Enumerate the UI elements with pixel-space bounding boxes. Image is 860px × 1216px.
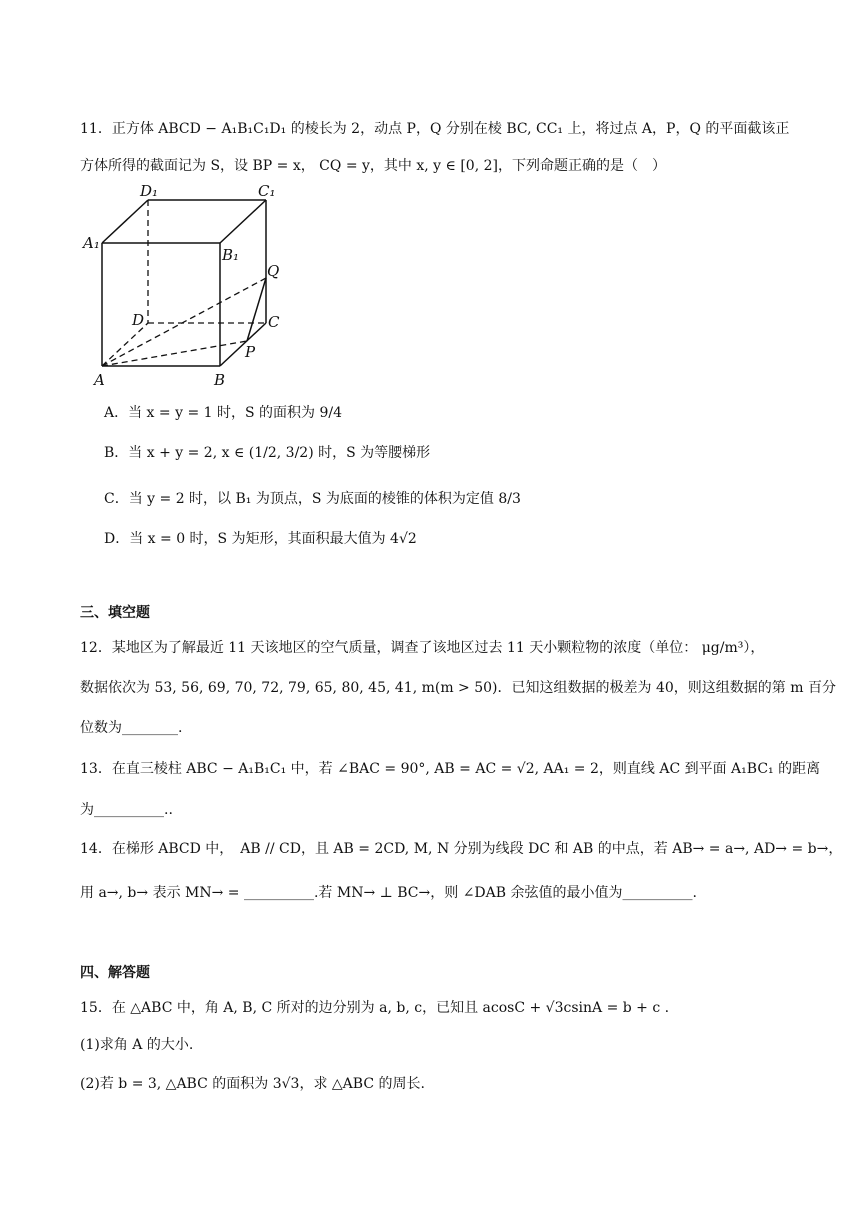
q15-part2: (2)若 b = 3, △ABC 的面积为 3√3，求 △ABC 的周长.: [80, 1076, 425, 1092]
q13-line1: 13．在直三棱柱 ABC − A₁B₁C₁ 中，若 ∠BAC = 90°, AB = AC = √2, AA₁ = 2，则直线 AC 到平面 A₁BC₁ 的距离: [80, 761, 821, 777]
label-C1: C₁: [258, 182, 276, 200]
section-heading-fill-in: 三、填空题: [80, 605, 150, 621]
label-B1: B₁: [222, 246, 240, 264]
label-P: P: [245, 343, 256, 361]
q11-option-b: B．当 x + y = 2, x ∈ (1/2, 3/2) 时，S 为等腰梯形: [104, 445, 431, 461]
label-D1: D₁: [140, 182, 159, 200]
q11-stem-line2: 方体所得的截面记为 S，设 BP = x， CQ = y，其中 x, y ∈ [0, 2]，下列命题正确的是（ ）: [80, 158, 666, 174]
q15-part1: (1)求角 A 的大小.: [80, 1037, 194, 1053]
q15-line1: 15．在 △ABC 中，角 A, B, C 所对的边分别为 a, b, c，已知且 acosC + √3csinA = b + c .: [80, 1000, 670, 1016]
q13-line2: 为__________..: [80, 802, 173, 818]
q14-line2: 用 a→, b→ 表示 MN→ = __________.若 MN→ ⊥ BC→，则 ∠DAB 余弦值的最小值为__________.: [80, 885, 697, 901]
label-A1: A₁: [83, 234, 100, 252]
q12-line2: 数据依次为 53, 56, 69, 70, 72, 79, 65, 80, 45, 41, m(m > 50)．已知这组数据的极差为 40，则这组数据的第 m 百分: [80, 680, 836, 696]
q14-line1: 14．在梯形 ABCD 中， AB // CD，且 AB = 2CD, M, N 分别为线段 DC 和 AB 的中点，若 AB→ = a→, AD→ = b→，: [80, 841, 843, 857]
label-D: D: [132, 311, 145, 329]
q12-line1: 12．某地区为了解最近 11 天该地区的空气质量，调查了该地区过去 11 天小颗粒物的浓度（单位： μg/m³），: [80, 640, 765, 656]
cube-figure: [78, 182, 288, 392]
label-A: A: [94, 371, 105, 389]
q11-stem-line1: 11．正方体 ABCD − A₁B₁C₁D₁ 的棱长为 2，动点 P，Q 分别在棱 BC, CC₁ 上，将过点 A，P，Q 的平面截该正: [80, 121, 790, 137]
q11-option-d: D．当 x = 0 时，S 为矩形，其面积最大值为 4√2: [104, 531, 417, 547]
label-C: C: [268, 313, 280, 331]
label-Q: Q: [267, 262, 280, 280]
q12-line3: 位数为________.: [80, 720, 183, 736]
q11-option-c: C．当 y = 2 时，以 B₁ 为顶点，S 为底面的棱锥的体积为定值 8/3: [104, 491, 521, 507]
section-heading-solutions: 四、解答题: [80, 965, 150, 981]
q11-option-a: A．当 x = y = 1 时，S 的面积为 9/4: [104, 405, 343, 421]
label-B: B: [214, 371, 226, 389]
